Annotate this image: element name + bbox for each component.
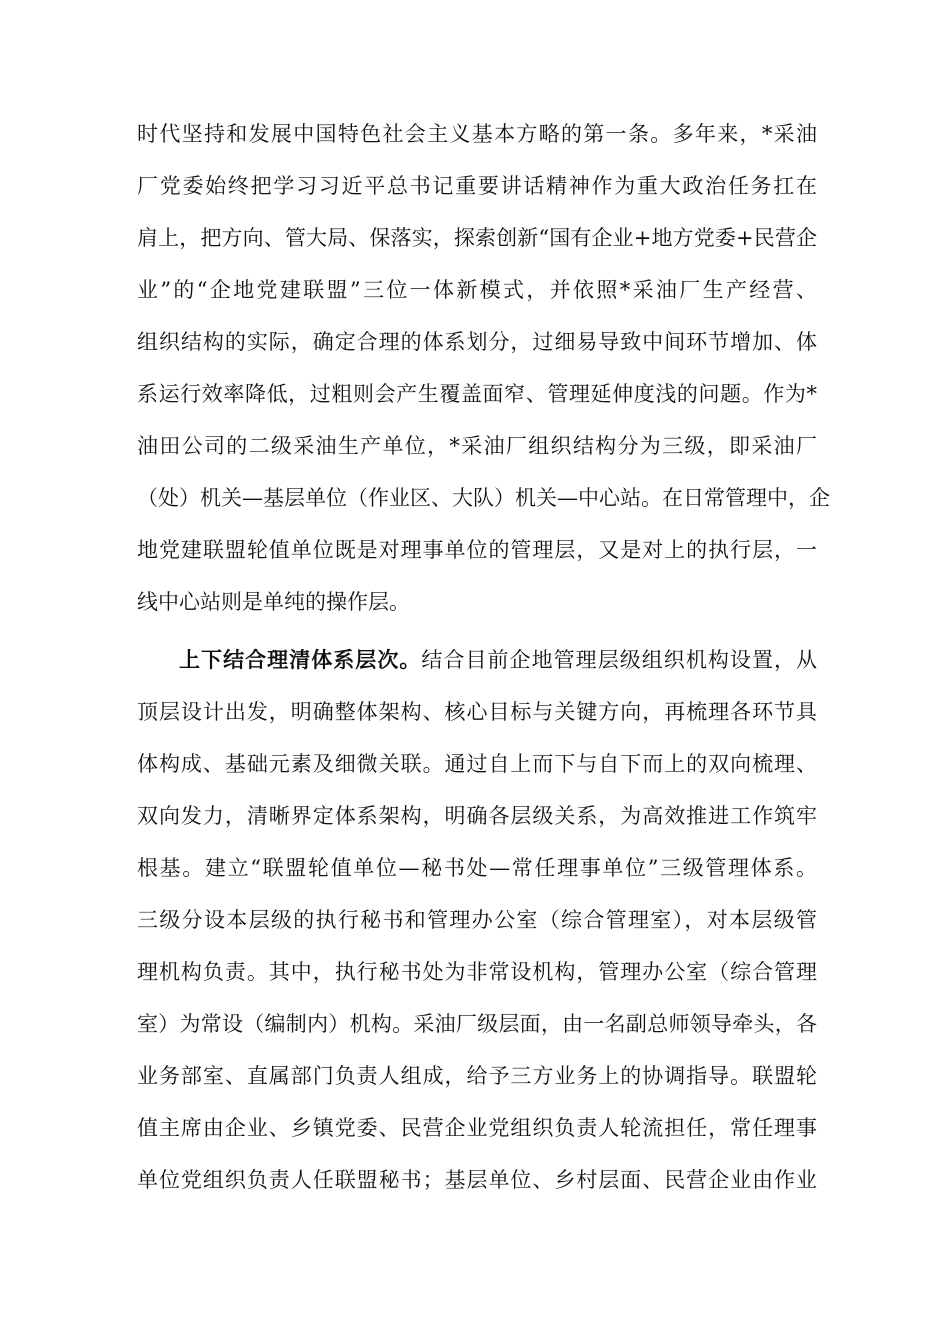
text-line: 室）为常设（编制内）机构。采油厂级层面，由一名副总师领导牵头，各 <box>137 1012 817 1036</box>
text-line: 顶层设计出发，明确整体架构、核心目标与关键方向，再梳理各环节具 <box>137 700 817 724</box>
text-line: （处）机关—基层单位（作业区、大队）机关—中心站。在日常管理中，企 <box>137 486 830 510</box>
text-line: 业”的“企地党建联盟”三位一体新模式，并依照*采油厂生产经营、 <box>137 278 817 302</box>
text-line: 根基。建立“联盟轮值单位—秘书处—常任理事单位”三级管理体系。 <box>137 856 817 880</box>
text-line: 三级分设本层级的执行秘书和管理办公室（综合管理室），对本层级管 <box>137 908 817 932</box>
text-line: 线中心站则是单纯的操作层。 <box>137 590 410 614</box>
paragraph-1 <box>137 108 830 628</box>
text-line: 肩上，把方向、管大局、保落实，探索创新“国有企业+地方党委+民营企 <box>137 226 817 250</box>
paragraph-2 <box>137 634 817 1206</box>
text-line: 值主席由企业、乡镇党委、民营企业党组织负责人轮流担任，常任理事 <box>137 1116 817 1140</box>
heading-followup-text: 结合目前企地管理层级组织机构设置，从 <box>421 648 818 672</box>
text-line: 业务部室、直属部门负责人组成，给予三方业务上的协调指导。联盟轮 <box>137 1064 817 1088</box>
text-line: 理机构负责。其中，执行秘书处为非常设机构，管理办公室（综合管理 <box>137 960 817 984</box>
text-line: 系运行效率降低，过粗则会产生覆盖面窄、管理延伸度浅的问题。作为* <box>137 382 817 406</box>
text-line: 油田公司的二级采油生产单位，*采油厂组织结构分为三级，即采油厂 <box>137 434 817 458</box>
document-body <box>137 108 830 1206</box>
text-line: 双向发力，清晰界定体系架构，明确各层级关系，为高效推进工作筑牢 <box>137 804 817 828</box>
text-line: 时代坚持和发展中国特色社会主义基本方略的第一条。多年来，*采油 <box>137 122 817 146</box>
text-line: 体构成、基础元素及细微关联。通过自上而下与自下而上的双向梳理、 <box>137 752 817 776</box>
paragraph-2-first-line <box>137 634 817 686</box>
section-heading: 上下结合理清体系层次。 <box>179 647 422 672</box>
text-line: 厂党委始终把学习习近平总书记重要讲话精神作为重大政治任务扛在 <box>137 174 817 198</box>
text-line: 地党建联盟轮值单位既是对理事单位的管理层，又是对上的执行层，一 <box>137 538 817 562</box>
text-line: 单位党组织负责人任联盟秘书；基层单位、乡村层面、民营企业由作业 <box>137 1168 817 1192</box>
text-line: 组织结构的实际，确定合理的体系划分，过细易导致中间环节增加、体 <box>137 330 817 354</box>
